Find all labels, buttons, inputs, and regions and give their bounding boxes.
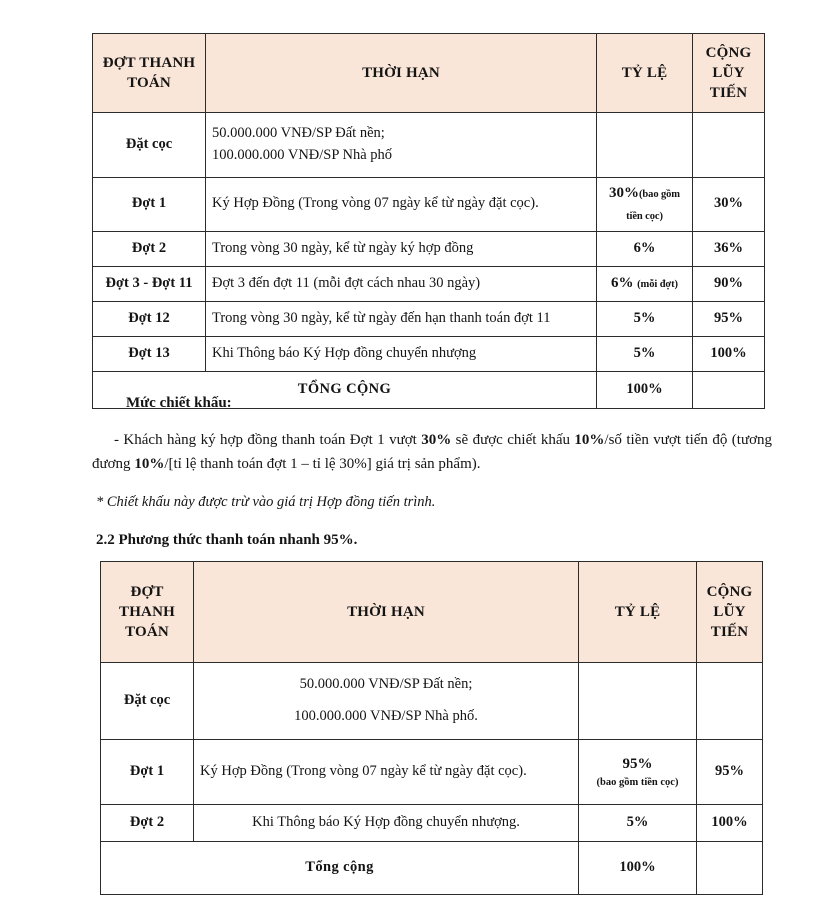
cell-cumulative: 95% [697,740,763,805]
cell-term: Ký Hợp Đồng (Trong vòng 07 ngày kể từ ngày đặt cọc). [194,740,579,805]
table-row [101,805,763,842]
cell-term: Trong vòng 30 ngày, kể từ ngày đến hạn thanh toán đợt 11 [206,301,597,336]
column-header-phase-line1: ĐỢT [130,583,164,600]
cell-phase: Đặt cọc [93,113,206,178]
column-header-phase [93,34,206,113]
total-cumulative [697,842,763,895]
cell-cumulative: 90% [693,266,765,301]
discount-text-part2: sẽ được chiết khấu [451,432,575,448]
column-header-term: THỜI HẠN [206,34,597,113]
table-row [93,336,765,371]
section-heading-fast-payment: 2.2 Phương thức thanh toán nhanh 95%. [96,532,358,548]
cell-rate-value: 30% [609,185,640,201]
cell-phase: Đợt 2 [93,231,206,266]
cell-cumulative: 30% [693,178,765,232]
column-header-term: THỜI HẠN [194,562,579,663]
table-header-row [101,562,763,663]
table-row [93,301,765,336]
discount-paragraph [92,428,772,477]
total-rate: 100% [597,371,693,408]
discount-bold-10b: 10% [134,456,165,473]
table-row [93,231,765,266]
column-header-phase-line2: TOÁN [127,75,171,91]
cell-rate-note: (bao gồm tiền cọc) [596,777,679,788]
column-header-phase-line2: THANH [118,603,175,620]
discount-text-part1: - Khách hàng ký hợp đồng thanh toán Đợt 1 vượt [114,432,422,448]
table-row [101,663,763,740]
cell-term-line1: 50.000.000 VNĐ/SP Đất nền; [212,125,385,142]
cell-phase: Đợt 1 [101,740,194,805]
table-row [93,113,765,178]
cell-term-line2: 100.000.000 VNĐ/SP Nhà phố. [294,708,478,724]
column-header-rate: TỶ LỆ [597,34,693,113]
cell-cumulative: 100% [693,336,765,371]
column-header-phase-line1: ĐỢT THANH [102,54,196,71]
column-header-cumulative [693,34,765,113]
cell-cumulative: 100% [697,805,763,842]
column-header-cumulative-line3: TIẾN [710,624,749,641]
cell-rate: 5% [597,336,693,371]
cell-rate [597,178,693,232]
discount-bold-10a: 10% [574,432,605,448]
cell-term: Ký Hợp Đồng (Trong vòng 07 ngày kể từ ngày đặt cọc). [206,178,597,232]
cell-rate: 6% [597,231,693,266]
cell-rate [597,113,693,178]
cell-cumulative: 95% [693,301,765,336]
table-header-row [93,34,765,113]
cell-phase: Đợt 2 [101,805,194,842]
cell-cumulative [693,113,765,178]
cell-cumulative: 36% [693,231,765,266]
table-row [93,178,765,232]
table-row [101,740,763,805]
column-header-cumulative-line3: TIẾN [709,85,748,102]
cell-rate [579,663,697,740]
cell-rate-note: (bao gồm tiền cọc) [626,189,680,222]
cell-term-line1: 50.000.000 VNĐ/SP Đất nền; [299,676,473,693]
cell-phase: Đợt 13 [93,336,206,371]
column-header-cumulative [697,562,763,663]
cell-rate: 5% [597,301,693,336]
table-row [93,266,765,301]
cell-term: Trong vòng 30 ngày, kể từ ngày ký hợp đồng [206,231,597,266]
cell-rate [579,740,697,805]
cell-phase: Đợt 1 [93,178,206,232]
cell-rate-value: 95% [622,756,653,773]
column-header-phase [101,562,194,663]
discount-note: * Chiết khấu này được trừ vào giá trị Hợp đồng tiến trình. [96,494,436,510]
cell-rate: 5% [579,805,697,842]
cell-term: Khi Thông báo Ký Hợp đồng chuyển nhượng. [194,805,579,842]
column-header-cumulative-line1: CỘNG [705,44,752,61]
cell-term [206,113,597,178]
discount-heading: Mức chiết khấu: [126,395,232,411]
column-header-cumulative-line2: LŨY [713,603,746,620]
cell-term-line2: 100.000.000 VNĐ/SP Nhà phố [212,147,393,163]
column-header-cumulative-line1: CỘNG [706,583,753,600]
total-cumulative [693,371,765,408]
discount-text-part3: /số tiền vượt tiến độ (tương đương [92,432,773,473]
cell-term: Khi Thông báo Ký Hợp đồng chuyển nhượng [206,336,597,371]
table-total-row [101,842,763,895]
cell-cumulative [697,663,763,740]
payment-schedule-fast-table [100,561,763,895]
cell-term [194,663,579,740]
cell-phase: Đợt 3 - Đợt 11 [93,266,206,301]
cell-rate [597,266,693,301]
cell-rate-note: (mỗi đợt) [637,279,678,291]
total-label: TỔNG CỘNG [93,371,597,408]
column-header-rate: TỶ LỆ [579,562,697,663]
payment-schedule-standard-table [92,33,765,409]
cell-phase: Đợt 12 [93,301,206,336]
discount-text-part4: /[tỉ lệ thanh toán đợt 1 – tỉ lệ 30%] giá trị sản phẩm). [164,456,481,473]
total-rate: 100% [579,842,697,895]
total-label: Tổng cộng [101,842,579,895]
cell-rate-value: 6% [611,275,634,292]
cell-phase: Đặt cọc [101,663,194,740]
column-header-cumulative-line2: LŨY [712,64,745,81]
cell-term: Đợt 3 đến đợt 11 (mỗi đợt cách nhau 30 ngày) [206,266,597,301]
column-header-phase-line3: TOÁN [125,624,169,641]
discount-bold-30: 30% [421,432,452,448]
